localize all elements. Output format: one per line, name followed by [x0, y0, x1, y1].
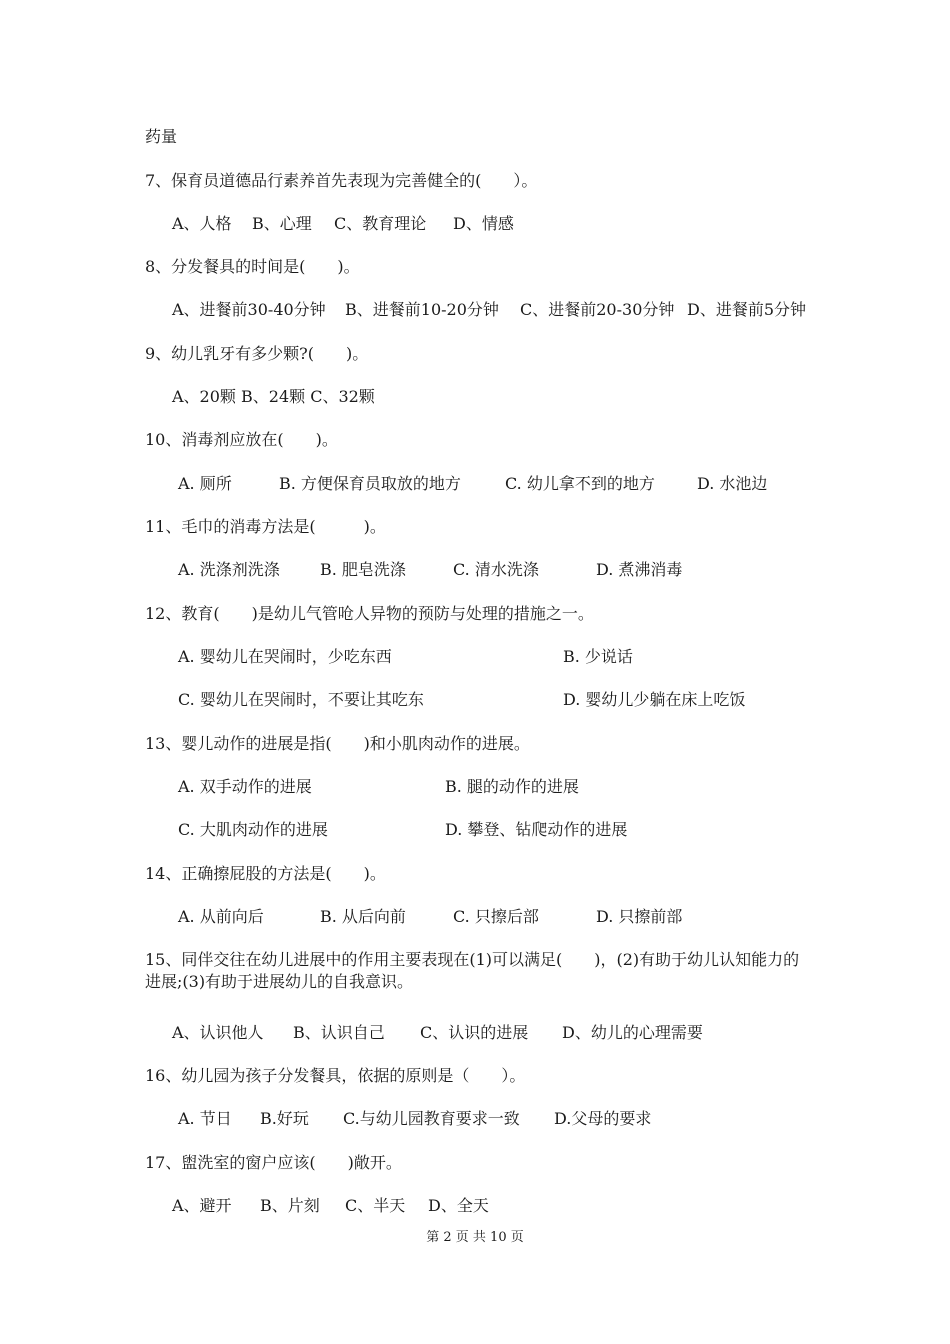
question-9: 9、幼儿乳牙有多少颗?( )。 — [145, 344, 369, 363]
question-12: 12、教育( )是幼儿气管呛人异物的预防与处理的措施之一。 — [145, 604, 594, 623]
q14-option-b: B. 从后向前 — [320, 907, 406, 926]
q17-option-b: B、片刻 — [260, 1196, 320, 1215]
question-10: 10、消毒剂应放在( )。 — [145, 430, 338, 449]
page-footer: 第 2 页 共 10 页 — [426, 1230, 524, 1245]
q7-option-c: C、教育理论 — [334, 214, 427, 233]
q16-option-a: A. 节日 — [178, 1109, 232, 1128]
q8-option-b: B、进餐前10-20分钟 — [345, 300, 499, 319]
q15-option-c: C、认识的进展 — [420, 1023, 529, 1042]
q11-option-b: B. 肥皂洗涤 — [320, 560, 406, 579]
q8-option-a: A、进餐前30-40分钟 — [172, 300, 326, 319]
q17-option-c: C、半天 — [345, 1196, 406, 1215]
q15-option-a: A、认识他人 — [172, 1023, 264, 1042]
q7-option-d: D、情感 — [453, 214, 514, 233]
question-11: 11、毛巾的消毒方法是( )。 — [145, 517, 386, 536]
question-13: 13、婴儿动作的进展是指( )和小肌肉动作的进展。 — [145, 734, 530, 753]
q17-option-a: A、避开 — [172, 1196, 232, 1215]
q8-option-d: D、进餐前5分钟 — [687, 300, 807, 319]
q17-option-d: D、全天 — [428, 1196, 489, 1215]
q14-option-a: A. 从前向后 — [178, 907, 264, 926]
q16-option-b: B.好玩 — [260, 1109, 309, 1128]
question-15: 15、同伴交往在幼儿进展中的作用主要表现在(1)可以满足( )，(2)有助于幼儿认知能力的进展;(3)有助于进展幼儿的自我意识。 — [145, 950, 800, 991]
q13-option-b: B. 腿的动作的进展 — [445, 777, 579, 796]
question-17: 17、盥洗室的窗户应该( )敞开。 — [145, 1153, 402, 1172]
continuation-text: 药量 — [145, 127, 178, 146]
q14-option-c: C. 只擦后部 — [453, 907, 539, 926]
q10-option-a: A. 厕所 — [178, 474, 232, 493]
question-14: 14、正确擦屁股的方法是( )。 — [145, 864, 386, 883]
q9-options: A、20颗 B、24颗 C、32颗 — [172, 387, 375, 406]
q12-option-b: B. 少说话 — [563, 647, 633, 666]
q12-option-a: A. 婴幼儿在哭闹时，少吃东西 — [178, 647, 392, 666]
q11-option-c: C. 清水洗涤 — [453, 560, 539, 579]
q11-option-a: A. 洗涤剂洗涤 — [178, 560, 280, 579]
q10-option-b: B. 方便保育员取放的地方 — [279, 474, 461, 493]
q16-option-c: C.与幼儿园教育要求一致 — [343, 1109, 520, 1128]
q12-option-d: D. 婴幼儿少躺在床上吃饭 — [563, 690, 746, 709]
q8-option-c: C、进餐前20-30分钟 — [520, 300, 675, 319]
q14-option-d: D. 只擦前部 — [596, 907, 683, 926]
q16-option-d: D.父母的要求 — [554, 1109, 652, 1128]
q15-option-d: D、幼儿的心理需要 — [562, 1023, 703, 1042]
q10-option-d: D. 水池边 — [697, 474, 768, 493]
q10-option-c: C. 幼儿拿不到的地方 — [505, 474, 655, 493]
question-16: 16、幼儿园为孩子分发餐具，依据的原则是（ ）。 — [145, 1066, 526, 1085]
question-8: 8、分发餐具的时间是( )。 — [145, 257, 360, 276]
q7-option-b: B、心理 — [252, 214, 312, 233]
q7-option-a: A、人格 — [172, 214, 232, 233]
q15-option-b: B、认识自己 — [293, 1023, 385, 1042]
question-7: 7、保育员道德品行素养首先表现为完善健全的( ）。 — [145, 171, 538, 190]
q13-option-c: C. 大肌肉动作的进展 — [178, 820, 328, 839]
q11-option-d: D. 煮沸消毒 — [596, 560, 683, 579]
q13-option-d: D. 攀登、钻爬动作的进展 — [445, 820, 628, 839]
q13-option-a: A. 双手动作的进展 — [178, 777, 312, 796]
q12-option-c: C. 婴幼儿在哭闹时，不要让其吃东 — [178, 690, 424, 709]
